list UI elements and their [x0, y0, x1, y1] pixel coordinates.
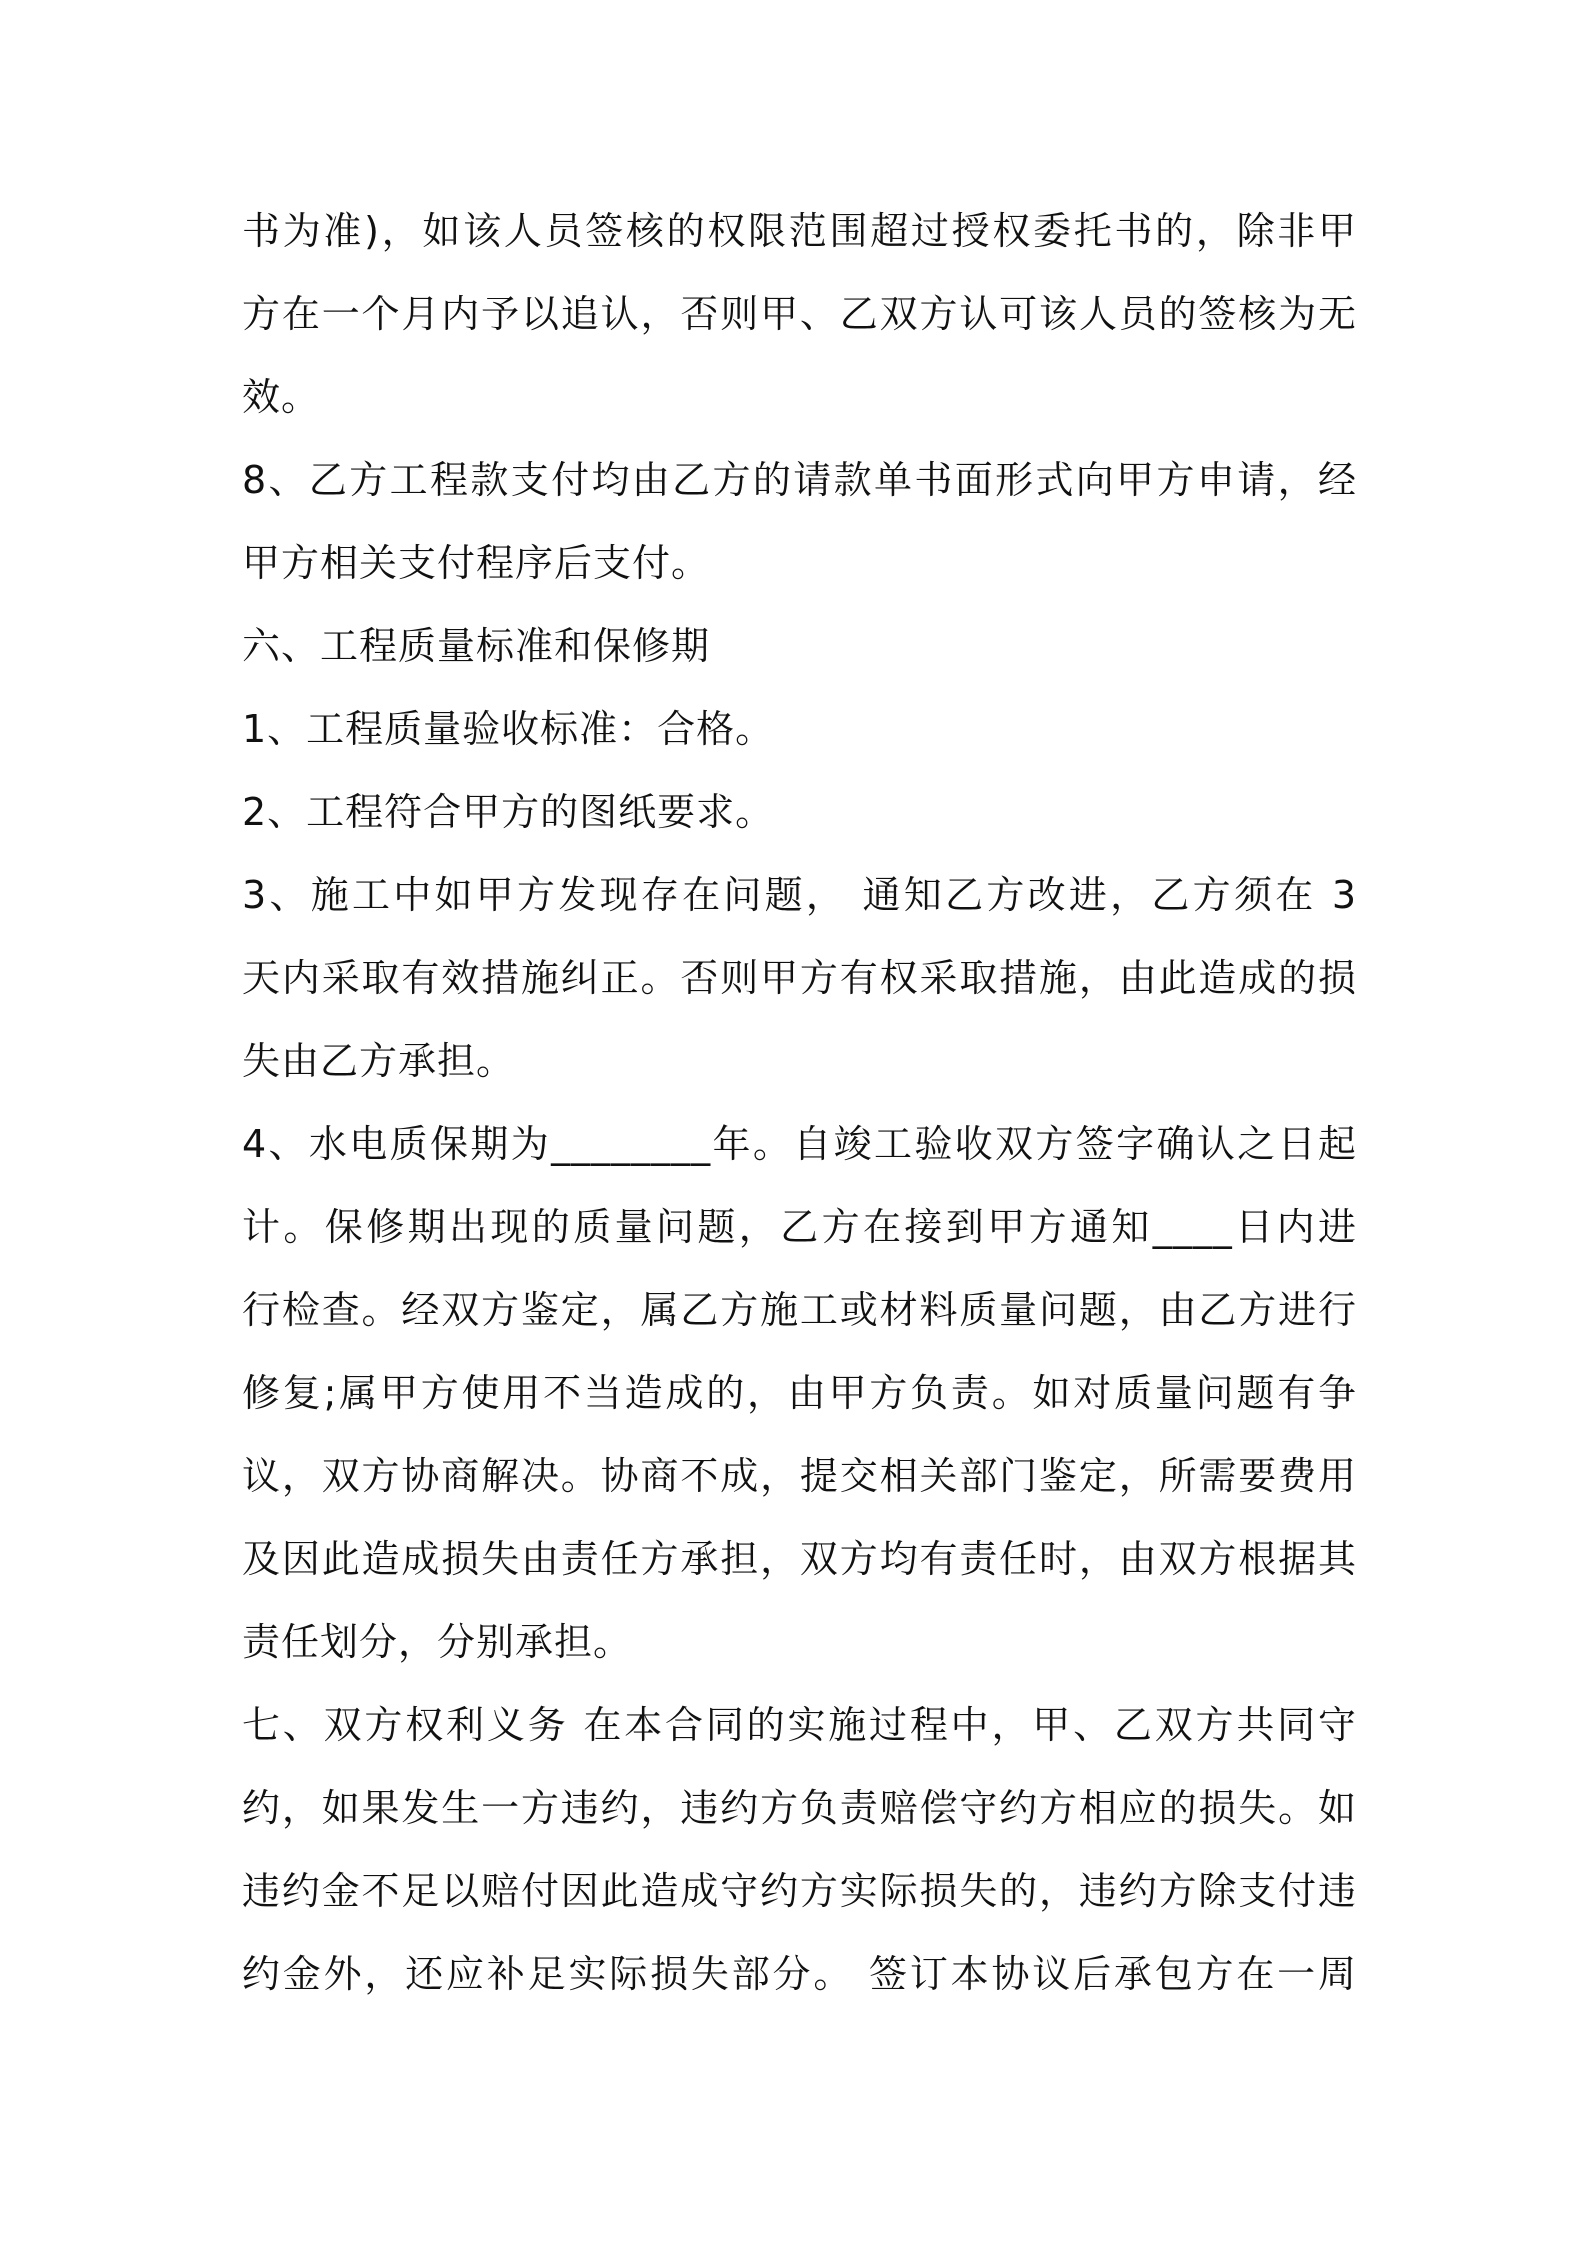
document-body	[242, 190, 1357, 2016]
text-line: 书为准)，如该人员签核的权限范围超过授权委托书的，除非甲	[242, 209, 1357, 253]
section-heading: 六、工程质量标准和保修期	[242, 624, 711, 668]
text-line: 失由乙方承担。	[242, 1039, 516, 1083]
text-line: 1、工程质量验收标准：合格。	[242, 707, 775, 751]
text-line: 责任划分，分别承担。	[242, 1620, 633, 1664]
text-line: 2、工程符合甲方的图纸要求。	[242, 790, 775, 834]
text-line: 行检查。经双方鉴定，属乙方施工或材料质量问题，由乙方进行	[242, 1288, 1357, 1332]
text-line: 天内采取有效措施纠正。否则甲方有权采取措施，由此造成的损	[242, 956, 1357, 1000]
text-line: 约金外，还应补足实际损失部分。 签订本协议后承包方在一周	[242, 1952, 1357, 1996]
text-line: 4、水电质保期为________年。自竣工验收双方签字确认之日起	[242, 1122, 1357, 1166]
section-heading-line: 七、双方权利义务 在本合同的实施过程中，甲、乙双方共同守	[242, 1703, 1357, 1747]
text-line: 8、乙方工程款支付均由乙方的请款单书面形式向甲方申请，经	[242, 458, 1357, 502]
text-line: 违约金不足以赔付因此造成守约方实际损失的，违约方除支付违	[242, 1869, 1357, 1913]
text-line: 及因此造成损失由责任方承担，双方均有责任时，由双方根据其	[242, 1537, 1357, 1581]
text-line: 计。保修期出现的质量问题，乙方在接到甲方通知____日内进	[242, 1205, 1357, 1249]
text-line: 议，双方协商解决。协商不成，提交相关部门鉴定，所需要费用	[242, 1454, 1357, 1498]
text-line: 约，如果发生一方违约，违约方负责赔偿守约方相应的损失。如	[242, 1786, 1357, 1830]
text-line: 方在一个月内予以追认，否则甲、乙双方认可该人员的签核为无	[242, 292, 1357, 336]
text-line: 3、施工中如甲方发现存在问题， 通知乙方改进，乙方须在 3	[242, 873, 1357, 917]
text-line: 效。	[242, 375, 321, 419]
text-line: 修复;属甲方使用不当造成的，由甲方负责。如对质量问题有争	[242, 1371, 1357, 1415]
text-line: 甲方相关支付程序后支付。	[242, 541, 711, 585]
